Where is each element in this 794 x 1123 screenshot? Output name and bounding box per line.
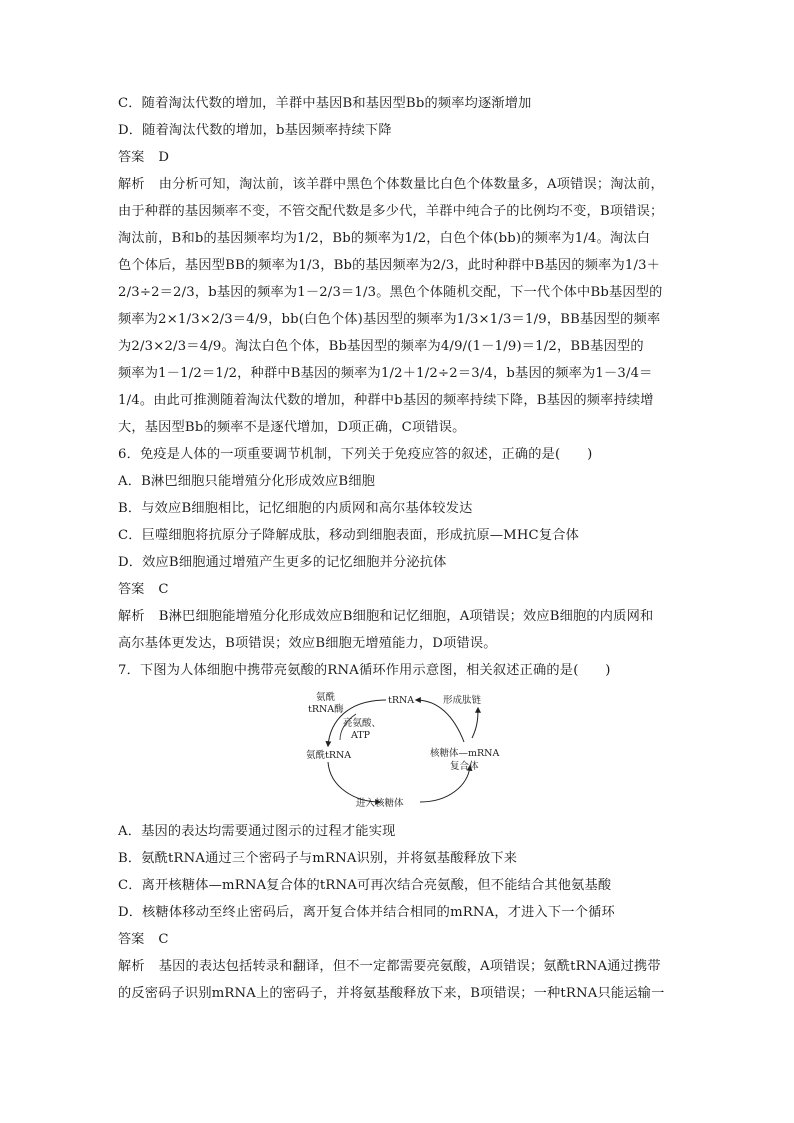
q7-option-a: A．基因的表达均需要通过图示的过程才能实现 [118, 824, 396, 839]
q5-analysis-line: 频率为1－1/2＝1/2，种群中B基因的频率为1/2＋1/2÷2＝3/4，b基因的频率为1－3/4＝ [118, 366, 653, 381]
q6-answer [118, 576, 681, 603]
q7-stem: 7．下图为人体细胞中携带亮氨酸的RNA循环作用示意图，相关叙述正确的是( ) [118, 663, 611, 678]
answer-label: 答案 [118, 932, 145, 947]
trna-cycle-diagram [118, 686, 681, 814]
q6-option-c: C．巨噬细胞将抗原分子降解成肽，移动到细胞表面，形成抗原—MHC复合体 [118, 528, 579, 543]
q5-analysis-line: 色个体后，基因型BB的频率为1/3，Bb的基因频率为2/3，此时种群中B基因的频率为1/3＋ [118, 258, 661, 273]
analysis-text: 基因的表达包括转录和翻译，但不一定都需要亮氨酸，A项错误；氨酰tRNA通过携带 [158, 959, 661, 974]
label-enzyme-2: tRNA酶 [308, 704, 344, 715]
q5-analysis-line: 1/4。由此可推测随着淘汰代数的增加，种群中b基因的频率持续下降，B基因的频率持续增 [118, 393, 654, 408]
q5-analysis-line [118, 171, 681, 198]
label-complex-1: 核糖体—mRNA [430, 748, 500, 759]
q5-analysis-line: 由于种群的基因频率不变，不管交配代数是多少代，羊群中纯合子的比例均不变，B项错误； [118, 204, 664, 219]
label-leucine-1: 亮氨酸、 [343, 718, 382, 729]
q5-analysis-line: 淘汰前，B和b的基因频率均为1/2，Bb的频率为1/2，白色个体(bb)的频率为1/4。淘汰白 [118, 231, 651, 246]
arc-aminoacyl-to-ribosome [328, 762, 380, 802]
q5-answer [118, 144, 681, 171]
answer-label: 答案 [118, 150, 145, 165]
q6-analysis-line: 高尔基体更发达，B项错误；效应B细胞无增殖能力，D项错误。 [118, 636, 497, 651]
analysis-text: 由分析可知，淘汰前，该羊群中黑色个体数量比白色个体数量多，A项错误；淘汰前， [158, 177, 664, 192]
trna-cycle-svg [118, 686, 681, 814]
q5-analysis-line: 频率为2×1/3×2/3＝4/9，bb(白色个体)基因型的频率为1/3×1/3＝1/9，BB基因型的频率 [118, 312, 661, 327]
analysis-label: 解析 [118, 959, 145, 974]
answer-label: 答案 [118, 582, 145, 597]
label-aminoacyl-trna: 氨酰tRNA [306, 750, 352, 761]
q5-option-d: D．随着淘汰代数的增加，b基因频率持续下降 [118, 123, 392, 138]
analysis-text: B淋巴细胞能增殖分化形成效应B细胞和记忆细胞，A项错误；效应B细胞的内质网和 [158, 609, 654, 624]
label-enter-ribosome: 进入核糖体 [356, 798, 404, 809]
arc-complex-to-trna [416, 700, 464, 742]
q6-option-a: A．B淋巴细胞只能增殖分化形成效应B细胞 [118, 474, 376, 489]
analysis-label: 解析 [118, 177, 145, 192]
q6-option-d: D．效应B细胞通过增殖产生更多的记忆细胞并分泌抗体 [118, 555, 447, 570]
q7-analysis-line [118, 953, 681, 980]
document-page [118, 90, 681, 1007]
q5-option-c: C．随着淘汰代数的增加，羊群中基因B和基因型Bb的频率均逐渐增加 [118, 96, 532, 111]
q7-analysis-line: 的反密码子识别mRNA上的密码子，并将氨基酸释放下来，B项错误；一种tRNA只能运输一 [118, 986, 665, 1001]
q5-analysis-line: 2/3÷2＝2/3，b基因的频率为1－2/3＝1/3。黑色个体随机交配，下一代个体中Bb基因型的 [118, 285, 663, 300]
q7-answer [118, 926, 681, 953]
label-enzyme-1: 氨酰 [316, 692, 336, 703]
label-complex-2: 复合体 [450, 761, 479, 772]
arrow-form-peptide [472, 708, 478, 738]
q6-stem: 6．免疫是人体的一项重要调节机制，下列关于免疫应答的叙述，正确的是( ) [118, 447, 593, 462]
answer-value: C [158, 582, 169, 597]
q7-option-b: B．氨酰tRNA通过三个密码子与mRNA识别，并将氨基酸释放下来 [118, 851, 518, 866]
q7-option-c: C．离开核糖体—mRNA复合体的tRNA可再次结合亮氨酸，但不能结合其他氨基酸 [118, 878, 612, 893]
label-leucine-2: ATP [351, 730, 371, 741]
label-trna: tRNA [388, 695, 415, 706]
q6-option-b: B．与效应B细胞相比，记忆细胞的内质网和高尔基体较发达 [118, 501, 473, 516]
answer-value: D [158, 150, 169, 165]
q5-analysis-line: 为2/3×2/3＝4/9。淘汰白色个体，Bb基因型的频率为4/9/(1－1/9)＝1/2，BB基因型的 [118, 339, 644, 354]
q5-analysis-line: 大，基因型Bb的频率不是逐代增加，D项正确，C项错误。 [118, 420, 466, 435]
analysis-label: 解析 [118, 609, 145, 624]
label-form-peptide: 形成肽链 [443, 695, 482, 706]
q7-option-d: D．核糖体移动至终止密码后，离开复合体并结合相同的mRNA，才进入下一个循环 [118, 905, 615, 920]
answer-value: C [158, 932, 169, 947]
q6-analysis-line [118, 603, 681, 630]
